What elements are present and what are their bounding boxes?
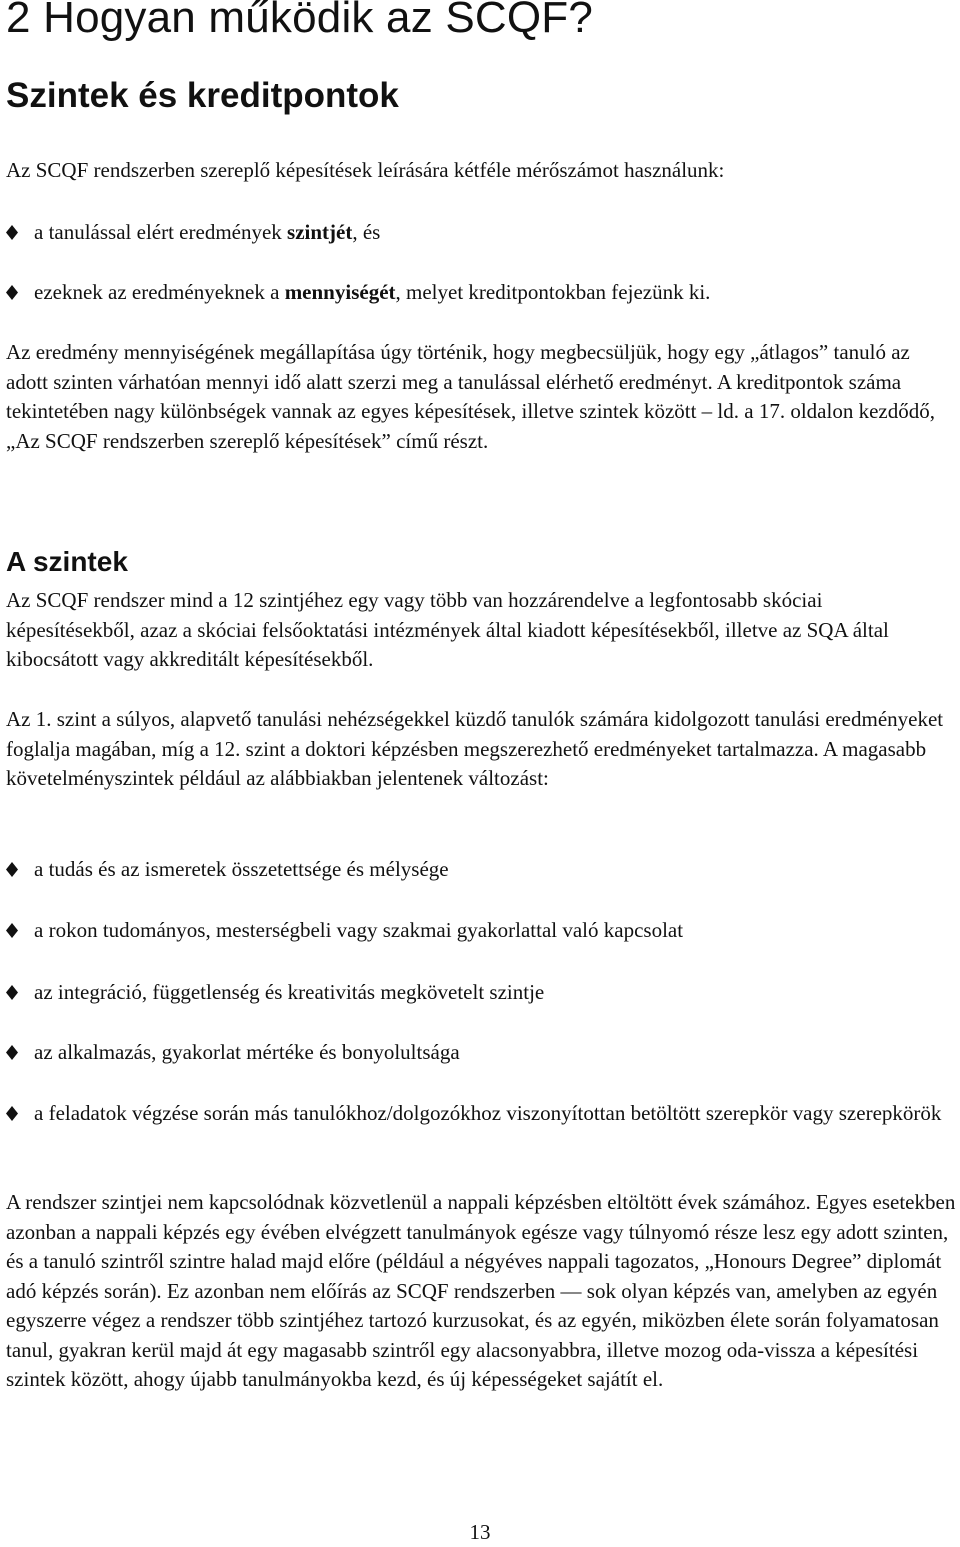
bullet-text [34,278,956,308]
levels-paragraph-1: Az SCQF rendszer mind a 12 szintjéhez egy vagy több van hozzárendelve a legfontosabb skóciai képesítésekből, azaz a skóciai felsőoktatási intézmények által kiadott képesítésekből, illetve az SQA által kibocsátott vagy akkreditált képesítésekből. [6,588,889,671]
bullet-text: az alkalmazás, gyakorlat mértéke és bonyolultsága [34,1040,460,1064]
section-heading: Szintek és kreditpontok [6,76,399,115]
diamond-bullet-icon [6,285,18,300]
list-item [6,278,956,308]
list-item [6,1099,956,1129]
list-item [6,218,956,248]
bullet-text-part: , és [352,220,381,244]
subheading-levels: A szintek [6,546,128,577]
page-title: 2 Hogyan működik az SCQF? [6,0,594,42]
list-item [6,855,956,885]
page-number: 13 [469,1520,491,1544]
bullet-text [34,218,956,248]
bullet-text-part: ezeknek az eredményeknek a [34,280,285,304]
bullet-text: a feladatok végzése során más tanulókhoz/dolgozókhoz viszonyítottan betöltött szerepkör vagy szerepkörök [34,1101,942,1125]
diamond-bullet-icon [6,862,18,877]
diamond-bullet-icon [6,1045,18,1060]
list-item [6,1038,956,1068]
levels-paragraph-2: Az 1. szint a súlyos, alapvető tanulási nehézségekkel küzdő tanulók számára kidolgozott tanulási eredményeket foglalja magában, míg a 12. szint a doktori képzésben megszerezhető eredményeket tartalmazza. A magasabb követelményszintek például az alábbiakban jelentenek változást: [6,707,944,790]
intro-paragraph: Az SCQF rendszerben szereplő képesítések leírására kétféle mérőszámot használunk: [6,158,725,182]
bullet-text: a rokon tudományos, mesterségbeli vagy szakmai gyakorlattal való kapcsolat [34,918,684,942]
bullet-text-part: a tanulással elért eredmények [34,220,288,244]
list-item [6,916,956,946]
bullet-text: a tudás és az ismeretek összetettsége és mélysége [34,857,449,881]
diamond-bullet-icon [6,1106,18,1121]
bullet-bold-term: szintjét [287,220,353,244]
diamond-bullet-icon [6,985,18,1000]
bullet-text-part: , melyet kreditpontokban fejezünk ki. [395,280,711,304]
diamond-bullet-icon [6,923,18,938]
diamond-bullet-icon [6,225,18,240]
credits-paragraph: Az eredmény mennyiségének megállapítása úgy történik, hogy megbecsüljük, hogy egy „átlagos” tanuló az adott szinten várhatóan mennyi idő alatt szerzi meg a tanulással elérhető eredményt. A kreditpontok száma tekintetében nagy különbségek vannak az egyes képesítések, illetve szintek között – ld. a 17. oldalon kezdődő, „Az SCQF rendszerben szereplő képesítések” című részt. [6,340,935,453]
list-item [6,978,956,1008]
closing-paragraph: A rendszer szintjei nem kapcsolódnak közvetlenül a nappali képzésben eltöltött évek számához. Egyes esetekben azonban a nappali képzés egy évében elvégzett tanulmányok egésze vagy túlnyomó része lesz egy adott szinten, és a tanuló szintről szintre halad majd előre (például a négyéves nappali tagozatos, „Honours Degree” diplomát adó képzés során). Ez azonban nem előírás az SCQF rendszerben — sok olyan képzés van, amelyben az egyén egyszerre végez a rendszer több szintjéhez tartozó kurzusokat, és az egyén, miközben élete során folyamatosan tanul, gyakran kerül majd át egy magasabb szintről egy alacsonyabbra, illetve mozog oda-vissza a képesítési szintek között, ahogy újabb tanulmányokba kezd, és új képességeket sajátít el. [6,1190,956,1391]
bullet-bold-term: mennyiségét [284,280,396,304]
bullet-text: az integráció, függetlenség és kreativitás megkövetelt szintje [34,980,545,1004]
